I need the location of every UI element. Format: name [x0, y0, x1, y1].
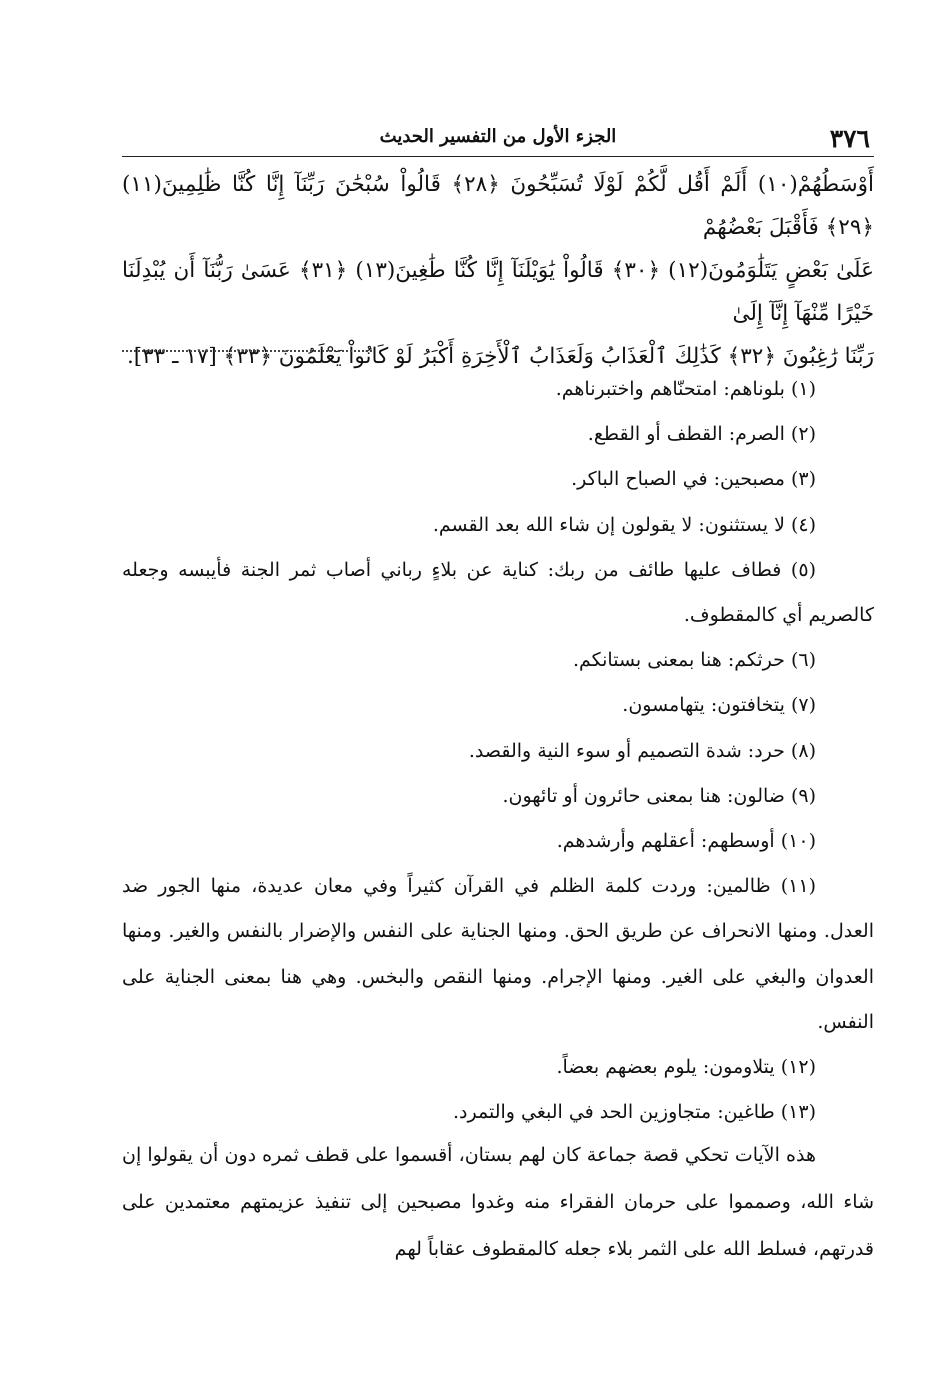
footnote-1: (١) بلوناهم: امتحنّاهم واختبرناهم. [555, 378, 816, 400]
footnote-12: (١٢) يتلاومون: يلوم بعضهم بعضاً. [556, 1056, 816, 1079]
quran-verses-block [122, 163, 874, 378]
footnote-8: (٨) حرد: شدة التصميم أو سوء النية والقصد. [468, 739, 816, 762]
verse-line: أَوْسَطُهُمْ(١٠) أَلَمْ أَقُل لَّكُمْ لَوْلَا تُسَبِّحُونَ ﴿٢٨﴾ قَالُواْ سُبْحَٰنَ رَبِّنَآ إِنَّا كُنَّا ظَٰلِمِينَ(١١) ﴿٢٩﴾ فَأَقْبَلَ بَعْضُهُمْ [122, 172, 874, 240]
footnote-10: (١٠) أوسطهم: أعقلهم وأرشدهم. [556, 830, 816, 853]
footnote-2: (٢) الصرم: القطف أو القطع. [587, 423, 816, 446]
footnote-5: (٥) فطاف عليها طائف من ربك: كناية عن بلاءٍ رباني أصاب ثمر الجنة فأيبسه وجعله كالصريم أي كالمقطوف. [122, 558, 874, 627]
footnote-4: (٤) لا يستثنون: لا يقولون إن شاء الله بعد القسم. [432, 513, 816, 536]
verse-line: رَبِّنَا رَٰغِبُونَ ﴿٣٢﴾ كَذَٰلِكَ ٱلْعَذَابُ وَلَعَذَابُ ٱلْأَخِرَةِ أَكْبَرُ لَوْ كَانُواْ يَعْلَمُونَ ﴿٣٣﴾ [١٧ ـ ٣٣]. [126, 344, 874, 369]
footnote-3: (٣) مصبحين: في الصباح الباكر. [571, 468, 816, 491]
page-number: ٣٧٦ [829, 124, 870, 153]
footnote-11: (١١) ظالمين: وردت كلمة الظلم في القرآن كثيراً وفي معان عديدة، منها الجور ضد العدل. ومنها الانحراف عن طريق الحق. ومنها الجناية على النفس والإضرار بالنفس والغير. ومنها العدوان والبغي على الغير. ومنها الإجرام. ومنها النقص والبخس. وهي هنا بمعنى الجناية على النفس. [122, 875, 874, 1033]
footnote-divider [122, 350, 372, 352]
verse-line: عَلَىٰ بَعْضٍ يَتَلَٰوَمُونَ(١٢) ﴿٣٠﴾ قَالُواْ يَٰوَيْلَنَآ إِنَّا كُنَّا طَٰغِينَ(١٣) ﴿٣١﴾ عَسَىٰ رَبُّنَآ أَن يُبْدِلَنَا خَيْرًا مِّنْهَآ إِنَّآ إِلَىٰ [122, 258, 875, 326]
page-header [122, 120, 874, 157]
running-title: الجزء الأول من التفسير الحديث [379, 126, 617, 147]
footnote-6: (٦) حرثكم: هنا بمعنى بستانكم. [572, 649, 816, 672]
footnote-7: (٧) يتخافتون: يتهامسون. [622, 694, 816, 717]
footnote-9: (٩) ضالون: هنا بمعنى حائرون أو تائهون. [502, 784, 816, 807]
commentary-text [122, 1132, 874, 1273]
footnote-13: (١٣) طاغين: متجاوزين الحد في البغي والتمرد. [453, 1101, 816, 1124]
footnotes-list [122, 367, 874, 1135]
commentary-paragraph: هذه الآيات تحكي قصة جماعة كان لهم بستان، أقسموا على قطف ثمره دون أن يقولوا إن شاء الله، وصمموا على حرمان الفقراء منه وغدوا مصبحين إلى تنفيذ عزيمتهم معتمدين على قدرتهم، فسلط الله على الثمر بلاء جعله كالمقطوف عقاباً لهم [122, 1144, 874, 1260]
